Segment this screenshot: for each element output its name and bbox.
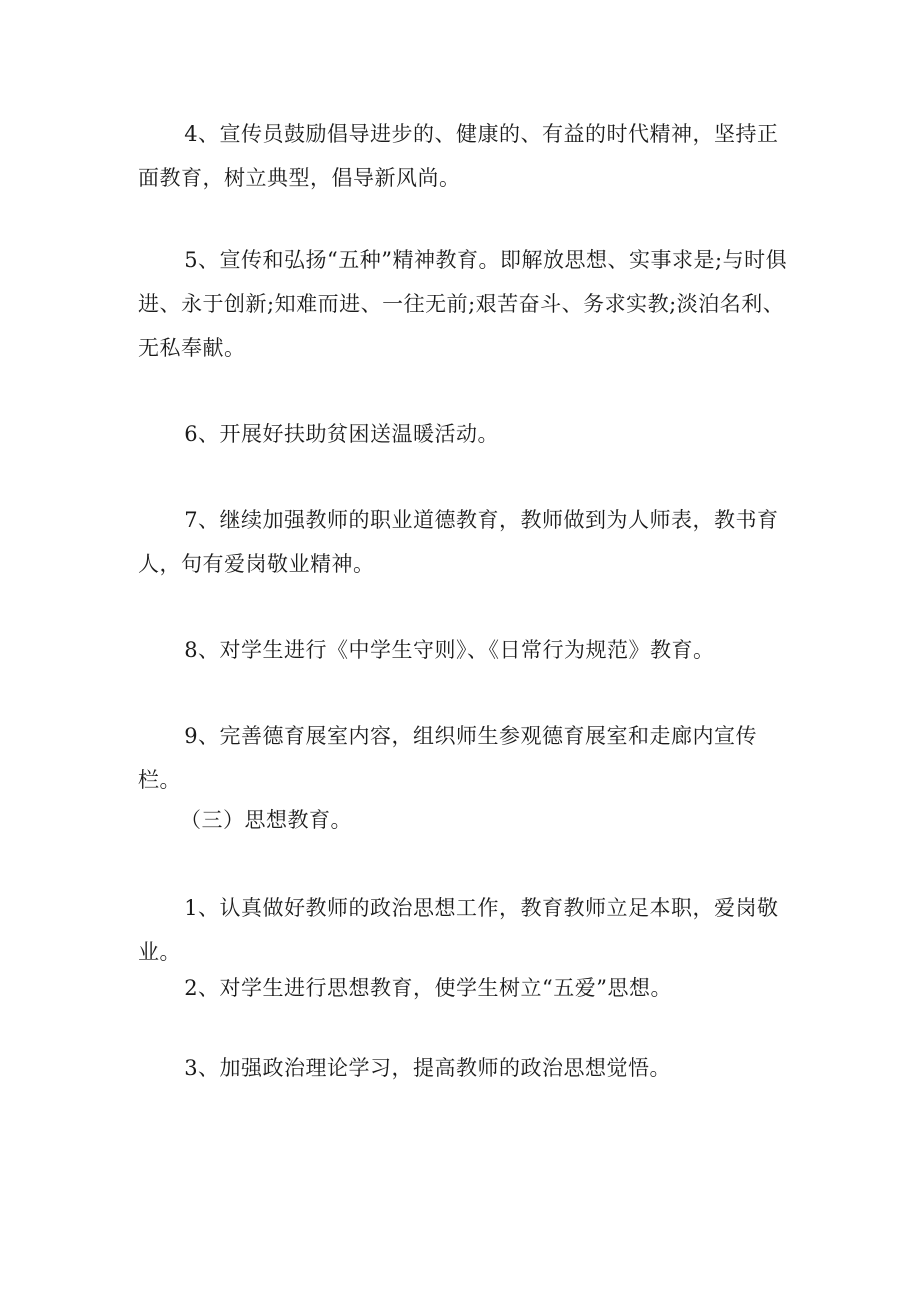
paragraph-item-2: 2、对学生进行思想教育，使学生树立“五爱”思想。 [184,976,673,1000]
paragraph-item-3: 3、加强政治理论学习，提高教师的政治思想觉悟。 [184,1056,672,1080]
paragraph-item-5: 5、宣传和弘扬“五种”精神教育。即解放思想、实事求是;与时俱进、永于创新;知难而进、一往无前;艰苦奋斗、务求实教;淡泊名利、无私奉献。 [138,248,788,360]
paragraph-item-1: 1、认真做好教师的政治思想工作，教育教师立足本职，爱岗敬业。 [138,896,779,964]
paragraph-item-6: 6、开展好扶助贫困送温暖活动。 [184,422,500,446]
paragraph-item-8: 8、对学生进行《中学生守则》、《日常行为规范》教育。 [184,638,715,662]
paragraph-item-9: 9、完善德育展室内容，组织师生参观德育展室和走廊内宣传栏。 [138,724,758,792]
section-heading-thought-education: （三）思想教育。 [180,808,352,832]
paragraph-item-4: 4、宣传员鼓励倡导进步的、健康的、有益的时代精神，坚持正面教育，树立典型，倡导新风尚。 [138,122,779,190]
paragraph-item-7: 7、继续加强教师的职业道德教育，教师做到为人师表，教书育人，句有爱岗敬业精神。 [138,508,779,576]
